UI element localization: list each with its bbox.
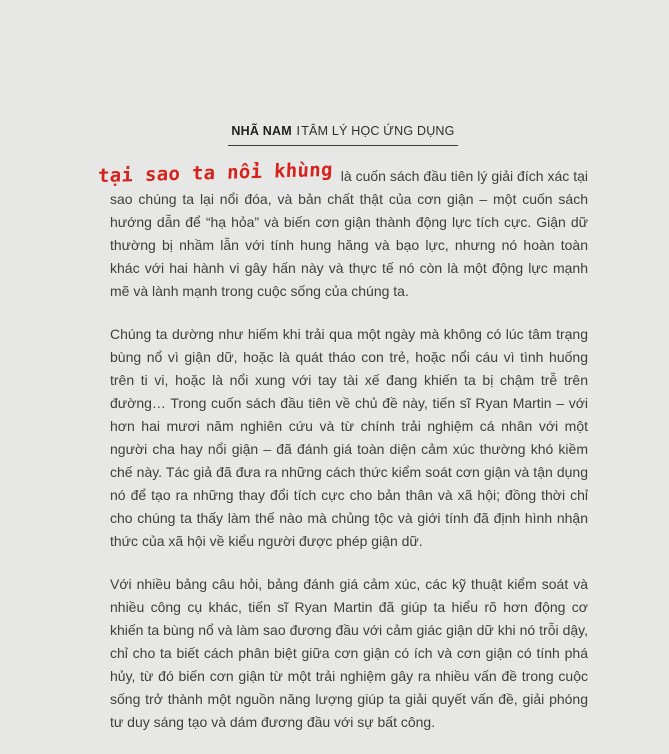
header-underline [228, 145, 458, 146]
publisher-header [228, 124, 458, 138]
paragraph-2: Chúng ta dường như hiếm khi trải qua một ngày mà không có lúc tâm trạng bùng nổ vì giận dữ, hoặc là quát tháo con trẻ, hoặc nổi cáu vì tình huống trên ti vi, hoặc là nổi xung với tay tài xế đang khiến ta bị chậm trễ trên đường… Trong cuốn sách đầu tiên về chủ đề này, tiến sĩ Ryan Martin – với hơn hai mươi năm nghiên cứu và từ chính trải nghiệm cá nhân với một người cha hay nổi giận – đã đánh giá toàn diện cảm xúc thường khó kiềm chế này. Tác giả đã đưa ra những cách thức kiểm soát cơn giận và tận dụng nó để tạo ra những thay đổi tích cực cho bản thân và xã hội; đồng thời chỉ cho chúng ta thấy làm thế nào mà chủng tộc và giới tính đã định hình nhận thức của xã hội về kiểu người được phép giận dữ. [110, 326, 588, 549]
paragraph-3: Với nhiều bảng câu hỏi, bảng đánh giá cảm xúc, các kỹ thuật kiểm soát và nhiều công cụ khác, tiến sĩ Ryan Martin đã giúp ta hiểu rõ hơn động cơ khiến ta bùng nổ và làm sao đương đầu với cảm giác giận dữ khi nó trỗi dậy, chỉ cho ta biết cách phân biệt giữa cơn giận có ích và cơn giận có tính phá hủy, từ đó biến cơn giận từ một trải nghiệm gây ra nhiều vấn đề trong cuộc sống trở thành một nguồn năng lượng giúp ta giải quyết vấn đề, giải phóng tư duy sáng tạo và dám đương đầu với sự bất công. [110, 576, 588, 730]
paragraph-1-text: là cuốn sách đầu tiên lý giải đích xác tại sao chúng ta lại nổi đóa, và bản chất thật của cơn giận – một cuốn sách hướng dẫn để “hạ hỏa” và biến cơn giận thành động lực tích cực. Giận dữ thường bị nhầm lẫn với tính hung hăng và bạo lực, nhưng nó hoàn toàn khác với hai hành vi gây hấn này và thực tế nó còn là một động lực mạnh mẽ và lành mạnh trong cuộc sống của chúng ta. [110, 168, 588, 299]
series-name: TÂM LÝ HỌC ỨNG DỤNG [301, 124, 455, 138]
paragraph-1 [97, 158, 588, 303]
handwritten-title: tại sao ta nổi khùng [97, 158, 334, 188]
publisher-brand: NHÃ NAM [231, 124, 292, 138]
blurb-text [97, 158, 588, 754]
header-separator: I [296, 124, 301, 138]
